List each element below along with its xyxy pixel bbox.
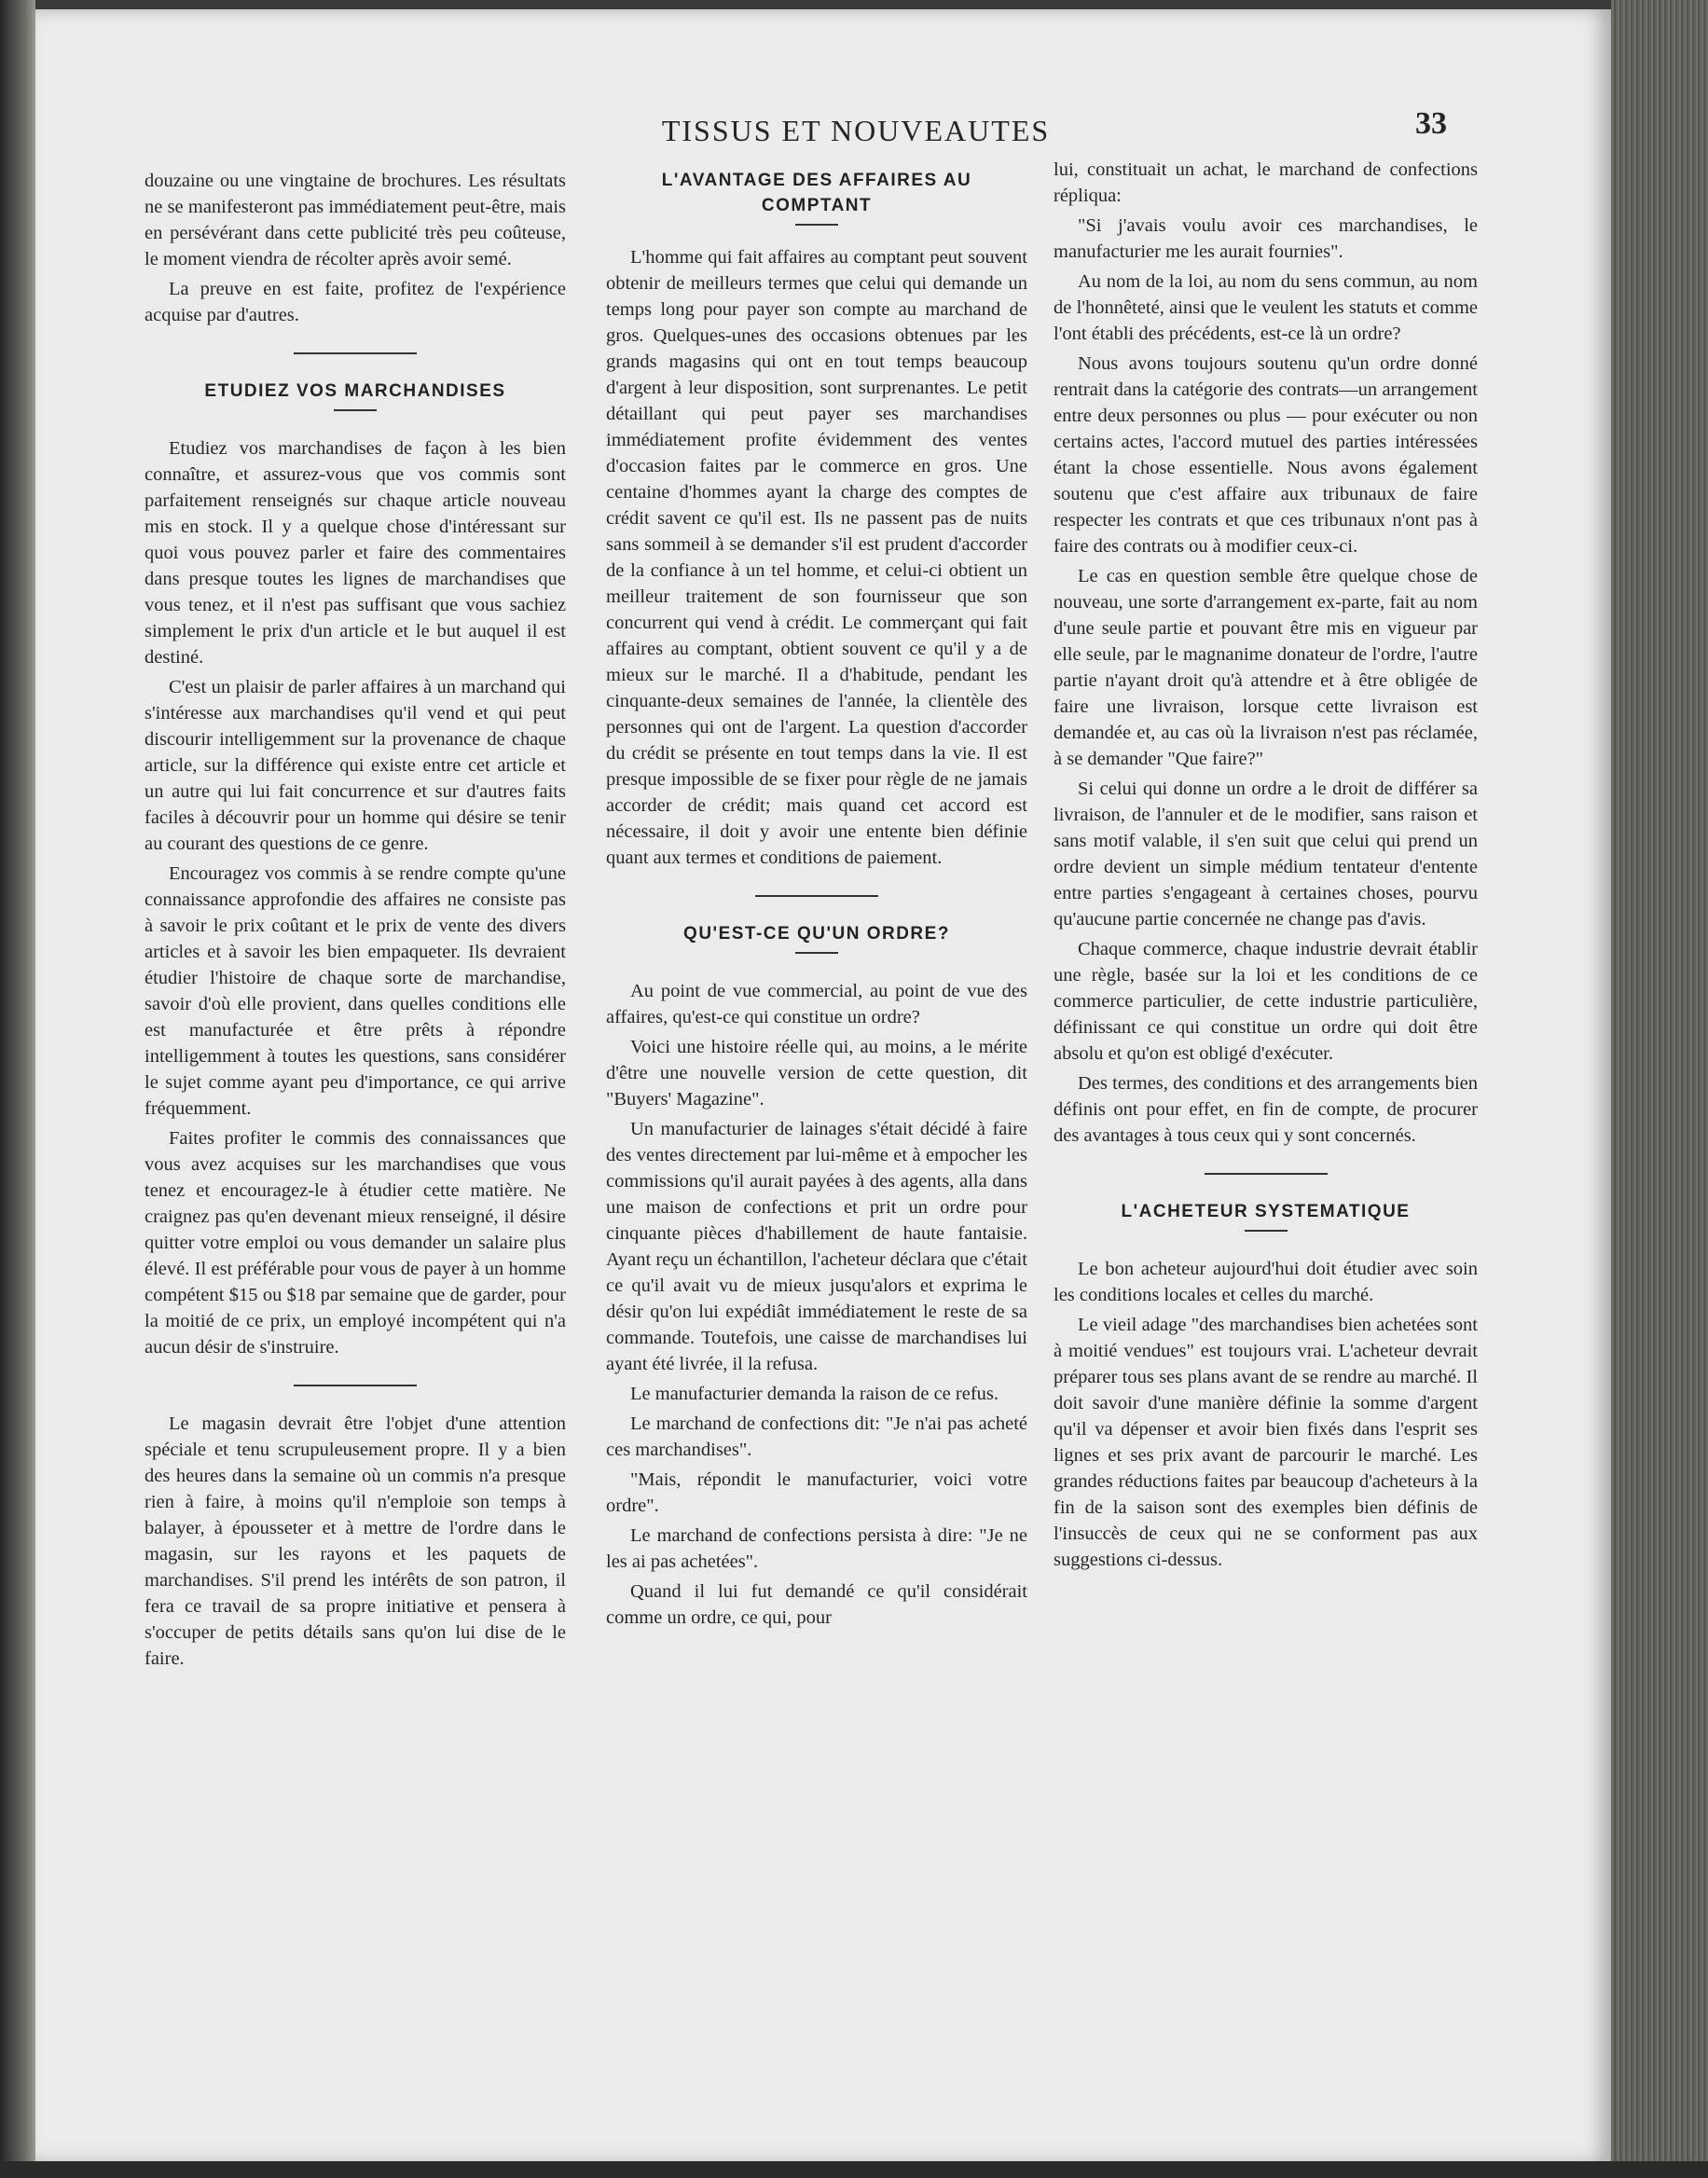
paragraph: Chaque commerce, chaque industrie devrait établir une règle, basée sur la loi et les conditions de ce commerce particulier, de cette industrie particulière, définissant ce qui constitue un ordre qui doit être absolu et qu'on est obligé d'exécuter. bbox=[1054, 939, 1478, 1064]
divider bbox=[294, 352, 417, 354]
divider bbox=[294, 1385, 417, 1386]
paragraph: Le manufacturier demanda la raison de ce refus. bbox=[630, 1384, 999, 1404]
page-number: 33 bbox=[1415, 106, 1447, 141]
page-edges bbox=[1611, 0, 1708, 2178]
column-left bbox=[145, 168, 566, 1675]
section-heading: L'ACHETEUR SYSTEMATIQUE bbox=[1121, 1202, 1411, 1221]
paragraph: Le bon acheteur aujourd'hui doit étudier avec soin les conditions locales et celles du marché. bbox=[1054, 1259, 1478, 1305]
bottom-edge bbox=[0, 2161, 1708, 2178]
paragraph: Au nom de la loi, au nom du sens commun, au nom de l'honnêteté, ainsi que le veulent les statuts et comme l'ont établi des précédents, est-ce là un ordre? bbox=[1054, 271, 1478, 344]
paragraph: Nous avons toujours soutenu qu'un ordre donné rentrait dans la catégorie des contrats—un arrangement entre deux personnes ou plus — pour exécuter ou non certains actes, l'accord mutuel des parties intéressées étant la chose essentielle. Nous avons également soutenu que c'est affaire aux tribunaux de faire respecter les contrats et que ces tribunaux n'ont pas à faire des contrats ou à modifier ceux-ci. bbox=[1054, 353, 1478, 557]
running-header: TISSUS ET NOUVEAUTES bbox=[661, 114, 1051, 147]
paragraph: Etudiez vos marchandises de façon à les bien connaître, et assurez-vous que vos commis sont parfaitement renseignés sur chaque article nouveau mis en stock. Il y a quelque chose d'intéressant sur quoi vous pouvez parler et faire des commentaires dans presque toutes les lignes de marchandises que vous tenez, et il n'est pas suffisant que vous sachiez simplement le prix d'un article et le but auquel il est destiné. bbox=[145, 438, 566, 668]
divider bbox=[1205, 1173, 1328, 1175]
paragraph: Au point de vue commercial, au point de vue des affaires, qu'est-ce qui constitue un ordre? bbox=[606, 981, 1027, 1027]
divider bbox=[1245, 1230, 1288, 1232]
paragraph: Faites profiter le commis des connaissances que vous avez acquises sur les marchandises que vous tenez et encouragez-le à étudier cette matière. Ne craignez pas qu'en devenant mieux renseigné, il désire quitter votre emploi ou vous demander un salaire plus élevé. Il est préférable pour vous de payer à un homme compétent $15 ou $18 par semaine que de garder, pour la moitié de ce prix, un employé incompétent qui n'a aucun désir de s'instruire. bbox=[145, 1128, 566, 1358]
paragraph: douzaine ou une vingtaine de brochures. Les résultats ne se manifesteront pas immédiatement peut-être, mais en persévérant dans cette publicité très peu coûteuse, le moment viendra de récolter après avoir semé. bbox=[145, 171, 566, 269]
paragraph: Le marchand de confections dit: "Je n'ai pas acheté ces marchandises". bbox=[606, 1413, 1027, 1460]
binding-shadow bbox=[0, 0, 35, 2178]
paragraph: Le magasin devrait être l'objet d'une attention spéciale et tenu scrupuleusement propre. Il y a bien des heures dans la semaine où un commis n'a presque rien à faire, à moins qu'il n'emploie son temps à balayer, à épousseter et à mettre de l'ordre dans le magasin, sur les rayons et les paquets de marchandises. S'il prend les intérêts de son patron, il fera ce travail de sa propre initiative et pensera à s'occuper de petits détails sans qu'on lui dise de le faire. bbox=[145, 1413, 566, 1669]
divider bbox=[334, 409, 377, 411]
section-heading: L'AVANTAGE DES AFFAIRES AU COMPTANT bbox=[661, 171, 972, 215]
paragraph: Encouragez vos commis à se rendre compte qu'une connaissance approfondie des affaires ne consiste pas à savoir le prix coûtant et le prix de vente des divers articles et à savoir les bien empaqueter. Ils devraient étudier l'histoire de chaque sorte de marchandise, savoir d'où elle provient, dans quelles conditions elle est manufacturée et être prêts à répondre intelligemment à toutes les questions, sans considérer le sujet comme ayant peu d'importance, ce qui arrive fréquemment. bbox=[145, 863, 566, 1119]
paragraph: Des termes, des conditions et des arrangements bien définis ont pour effet, en fin de compte, de procurer des avantages à tous ceux qui y sont concernés. bbox=[1054, 1073, 1478, 1146]
paragraph: C'est un plaisir de parler affaires à un marchand qui s'intéresse aux marchandises qu'il vend et qui peut discourir intelligemment sur la provenance de chaque article, sur la différence qui existe entre cet article et un autre qui lui fait concurrence et sur d'autres faits faciles à découvrir pour un homme qui désire se tenir au courant des questions de ce genre. bbox=[145, 677, 566, 854]
paragraph: Quand il lui fut demandé ce qu'il considérait comme un ordre, ce qui, pour bbox=[606, 1581, 1027, 1628]
paragraph: La preuve en est faite, profitez de l'expérience acquise par d'autres. bbox=[145, 279, 566, 325]
column-middle bbox=[606, 168, 1027, 1634]
paragraph: "Mais, répondit le manufacturier, voici votre ordre". bbox=[606, 1469, 1027, 1516]
paragraph: lui, constituait un achat, le marchand de confections répliqua: bbox=[1054, 159, 1478, 206]
paragraph: Si celui qui donne un ordre a le droit de différer sa livraison, de l'annuler et de le modifier, sans raison et sans motif valable, il s'en suit que celui qui prend un ordre devient un simple médium tentateur d'entente entre parties s'engageant à certaines choses, pourvu qu'aucune partie concernée ne change pas d'avis. bbox=[1054, 779, 1478, 930]
divider bbox=[795, 952, 838, 954]
divider bbox=[795, 224, 838, 226]
column-right bbox=[1054, 157, 1478, 1577]
paragraph: Le vieil adage "des marchandises bien achetées sont à moitié vendues" est toujours vrai. L'acheteur devrait préparer tous ses plans avant de se rendre au marché. Il doit savoir d'une manière définie la somme d'argent qu'il va dépenser et avoir bien fixés dans l'esprit ses lignes et ses prix avant de parcourir le marché. Les grandes réductions faites par beaucoup d'acheteurs à la fin de la saison sont des exemples bien définis de l'insuccès de ceux qui ne se conforment pas aux suggestions ci-dessus. bbox=[1054, 1315, 1478, 1570]
section-heading: ETUDIEZ VOS MARCHANDISES bbox=[204, 381, 506, 401]
paragraph: Le cas en question semble être quelque chose de nouveau, une sorte d'arrangement ex-parte, fait au nom d'une seule partie et pouvant être mis en vigueur par elle seule, par le magnanime donateur de l'ordre, l'autre partie n'ayant droit qu'à attendre et à être obligée de faire une livraison, lorsque cette livraison est demandée et, au cas où la livraison n'est pas réclamée, à se demander "Que faire?" bbox=[1054, 566, 1478, 769]
divider bbox=[755, 895, 878, 897]
paragraph: L'homme qui fait affaires au comptant peut souvent obtenir de meilleurs termes que celui qui demande un temps long pour payer son compte au marchand de gros. Quelques-unes des occasions obtenues par les grands magasins qui ont en tout temps beaucoup d'argent à leur disposition, sont surprenantes. Le petit détaillant qui peut payer ses marchandises immédiatement profite évidemment des ventes d'occasion faites par le commerce en gros. Une centaine d'hommes ayant la charge des comptes de crédit savent ce qu'il est. Ils ne passent pas de nuits sans sommeil à se demander s'il est prudent d'accorder de la confiance à un tel homme, et celui-ci obtient un meilleur traitement de son fournisseur que son concurrent qui vend à crédit. Le commerçant qui fait affaires au comptant, obtient souvent ce qu'il y a de mieux sur le marché. Il a d'habitude, pendant les cinquante-deux semaines de l'année, la clientèle des personnes qui ont de l'argent. La question d'accorder du crédit se présente en tout temps dans la vie. Il est presque impossible de se fixer pour règle de ne jamais accorder de crédit; mais quand cet accord est nécessaire, il doit y avoir une entente bien définie quant aux termes et conditions de paiement. bbox=[606, 247, 1027, 868]
section-heading: QU'EST-CE QU'UN ORDRE? bbox=[683, 924, 950, 944]
paragraph: "Si j'avais voulu avoir ces marchandises, le manufacturier me les aurait fournies". bbox=[1054, 215, 1478, 262]
paragraph: Un manufacturier de lainages s'était décidé à faire des ventes directement par lui-même et à empocher les commissions qu'il aurait payées à des agents, alla dans une maison de confections et prit un ordre pour cinquante pièces d'habillement de haute fantaisie. Ayant reçu un échantillon, l'acheteur déclara que c'était ce qu'il avait vu de mieux jusqu'alors et exprima le désir qu'on lui expédiât immédiatement le reste de sa commande. Toutefois, une caisse de marchandises lui ayant été livrée, il la refusa. bbox=[606, 1119, 1027, 1374]
paragraph: Le marchand de confections persista à dire: "Je ne les ai pas achetées". bbox=[606, 1525, 1027, 1572]
paragraph: Voici une histoire réelle qui, au moins, a le mérite d'être une nouvelle version de cette question, dit "Buyers' Magazine". bbox=[606, 1037, 1027, 1110]
